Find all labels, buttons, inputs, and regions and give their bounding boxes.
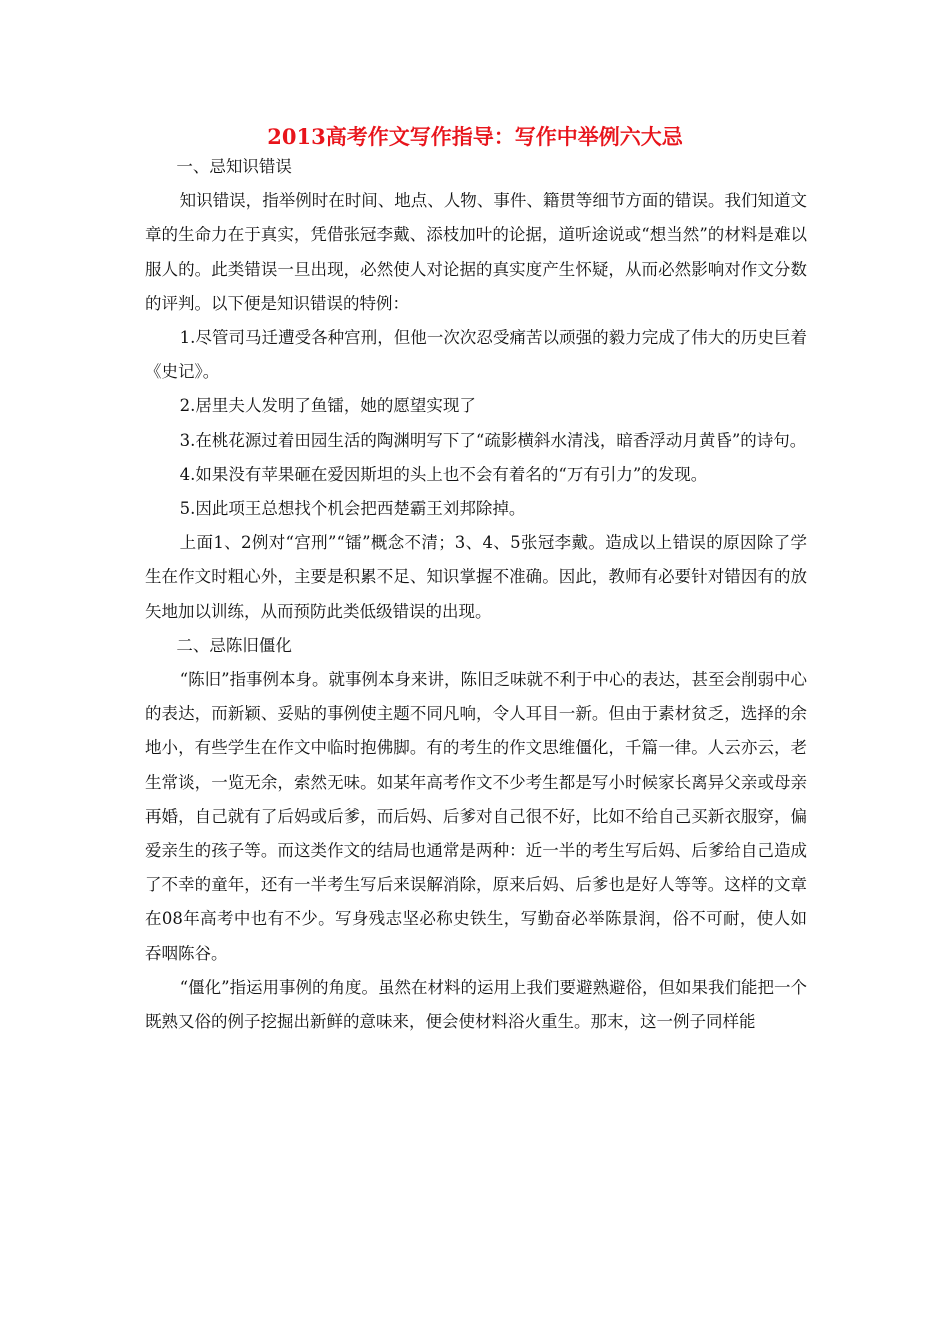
example-item: 5.因此项王总想找个机会把西楚霸王刘邦除掉。 xyxy=(179,499,526,519)
document-body xyxy=(145,150,807,1039)
paragraph: “僵化”指运用事例的角度。虽然在材料的运用上我们要避熟避俗，但如果我们能把一个既熟又俗的例子挖掘出新鲜的意味来，便会使材料浴火重生。那末，这一例子同样能 xyxy=(145,977,808,1032)
paragraph: 上面1、2例对“宫刑”“镭”概念不清；3、4、5张冠李戴。造成以上错误的原因除了学生在作文时粗心外，主要是积累不足、知识掌握不准确。因此，教师有必要针对错因有的放矢地加以训练，从而预防此类低级错误的出现。 xyxy=(145,533,807,621)
example-item: 4.如果没有苹果砸在爱因斯坦的头上也不会有着名的“万有引力”的发现。 xyxy=(179,464,708,484)
section-heading-1: 一、忌知识错误 xyxy=(176,157,292,176)
example-item: 3.在桃花源过着田园生活的陶渊明写下了“疏影横斜水清浅，暗香浮动月黄昏”的诗句。 xyxy=(179,430,807,450)
section-heading-2: 二、忌陈旧僵化 xyxy=(176,635,292,655)
example-item: 1.尽管司马迁遭受各种宫刑，但他一次次忍受痛苦以顽强的毅力完成了伟大的历史巨着《史记》。 xyxy=(145,328,807,382)
paragraph: 知识错误，指举例时在时间、地点、人物、事件、籍贯等细节方面的错误。我们知道文章的生命力在于真实，凭借张冠李戴、添枝加叶的论据，道听途说或“想当然”的材料是难以服人的。此类错误一旦出现，必然使人对论据的真实度产生怀疑，从而必然影响对作文分数的评判。以下便是知识错误的特例： xyxy=(145,191,807,313)
example-item: 2.居里夫人发明了鱼镭，她的愿望实现了 xyxy=(179,396,476,416)
document-title: 2013高考作文写作指导：写作中举例六大忌 xyxy=(267,124,683,149)
paragraph: “陈旧”指事例本身。就事例本身来讲，陈旧乏味就不利于中心的表达，甚至会削弱中心的表达，而新颖、妥贴的事例使主题不同凡响，令人耳目一新。但由于素材贫乏，选择的余地小，有些学生在作文中临时抱佛脚。有的考生的作文思维僵化，千篇一律。人云亦云，老生常谈，一览无余，索然无味。如某年高考作文不少考生都是写小时候家长离异父亲或母亲再婚，自己就有了后妈或后爹，而后妈、后爹对自己很不好，比如不给自己买新衣服穿，偏爱亲生的孩子等。而这类作文的结局也通常是两种：近一半的考生写后妈、后爹给自己造成了不幸的童年，还有一半考生写后来误解消除，原来后妈、后爹也是好人等等。这样的文章在08年高考中也有不少。写身残志坚必称史铁生，写勤奋必举陈景润，俗不可耐，使人如吞咽陈谷。 xyxy=(145,670,808,963)
